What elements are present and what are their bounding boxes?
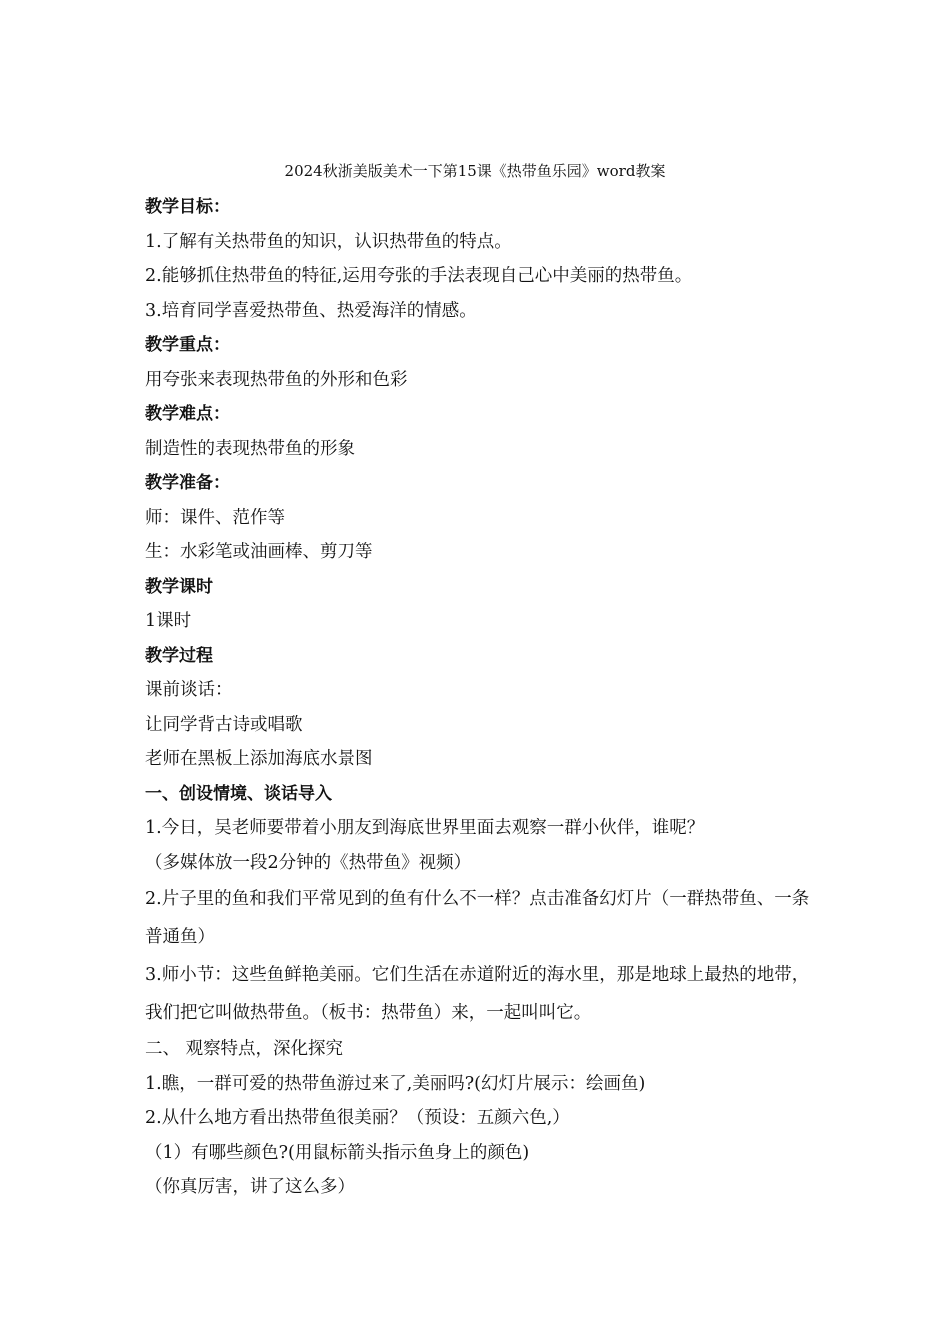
pre-class-item-1: 让同学背古诗或唱歌 <box>145 714 303 735</box>
preparation-heading: 教学准备： <box>145 473 230 493</box>
section-1-item-3: 3.师小节：这些鱼鲜艳美丽。它们生活在赤道附近的海水里，那是地球上最热的地带，我们把它叫做热带鱼。（板书：热带鱼）来，一起叫叫它。 <box>145 965 810 1023</box>
preparation-teacher: 师：课件、范作等 <box>145 507 285 528</box>
section-1-item-1-note: （多媒体放一段2分钟的《热带鱼》视频） <box>145 852 472 873</box>
objective-1: 1.了解有关热带鱼的知识，认识热带鱼的特点。 <box>145 231 512 252</box>
section-2-item-2-sub: （1）有哪些颜色?(用鼠标箭头指示鱼身上的颜色) <box>145 1142 530 1163</box>
preparation-student: 生：水彩笔或油画棒、剪刀等 <box>145 542 373 562</box>
process-heading: 教学过程 <box>145 645 213 666</box>
difficulty-text: 制造性的表现热带鱼的形象 <box>145 438 355 459</box>
document-title: 2024秋浙美版美术一下第15课《热带鱼乐园》word教案 <box>284 162 666 180</box>
objective-3: 3.培育同学喜爱热带鱼、热爱海洋的情感。 <box>145 300 477 321</box>
section-2-item-1: 1.瞧，一群可爱的热带鱼游过来了,美丽吗?(幻灯片展示：绘画鱼) <box>145 1073 646 1094</box>
section-1-item-1: 1.今日，吴老师要带着小朋友到海底世界里面去观察一群小伙伴，谁呢？ <box>145 818 705 838</box>
objectives-heading: 教学目标： <box>145 197 230 217</box>
section-1-heading: 一、创设情境、谈话导入 <box>145 783 332 804</box>
section-1-item-2: 2.片子里的鱼和我们平常见到的鱼有什么不一样？点击准备幻灯片（一群热带鱼、一条普通鱼） <box>145 889 810 947</box>
section-2-heading: 二、 观察特点，深化探究 <box>145 1039 344 1059</box>
hours-heading: 教学课时 <box>145 576 213 597</box>
section-2-item-2: 2.从什么地方看出热带鱼很美丽？（预设：五颜六色,） <box>145 1108 570 1128</box>
key-points-text: 用夸张来表现热带鱼的外形和色彩 <box>145 369 408 390</box>
objective-2: 2.能够抓住热带鱼的特征,运用夸张的手法表现自己心中美丽的热带鱼。 <box>145 266 693 286</box>
hours-text: 1课时 <box>145 611 192 631</box>
key-points-heading: 教学重点： <box>145 335 230 355</box>
section-2-item-2-note: （你真厉害，讲了这么多） <box>145 1177 355 1197</box>
difficulty-heading: 教学难点： <box>145 404 230 424</box>
document-body <box>145 190 825 1205</box>
pre-class-label: 课前谈话： <box>145 680 233 700</box>
pre-class-item-2: 老师在黑板上添加海底水景图 <box>145 749 373 769</box>
